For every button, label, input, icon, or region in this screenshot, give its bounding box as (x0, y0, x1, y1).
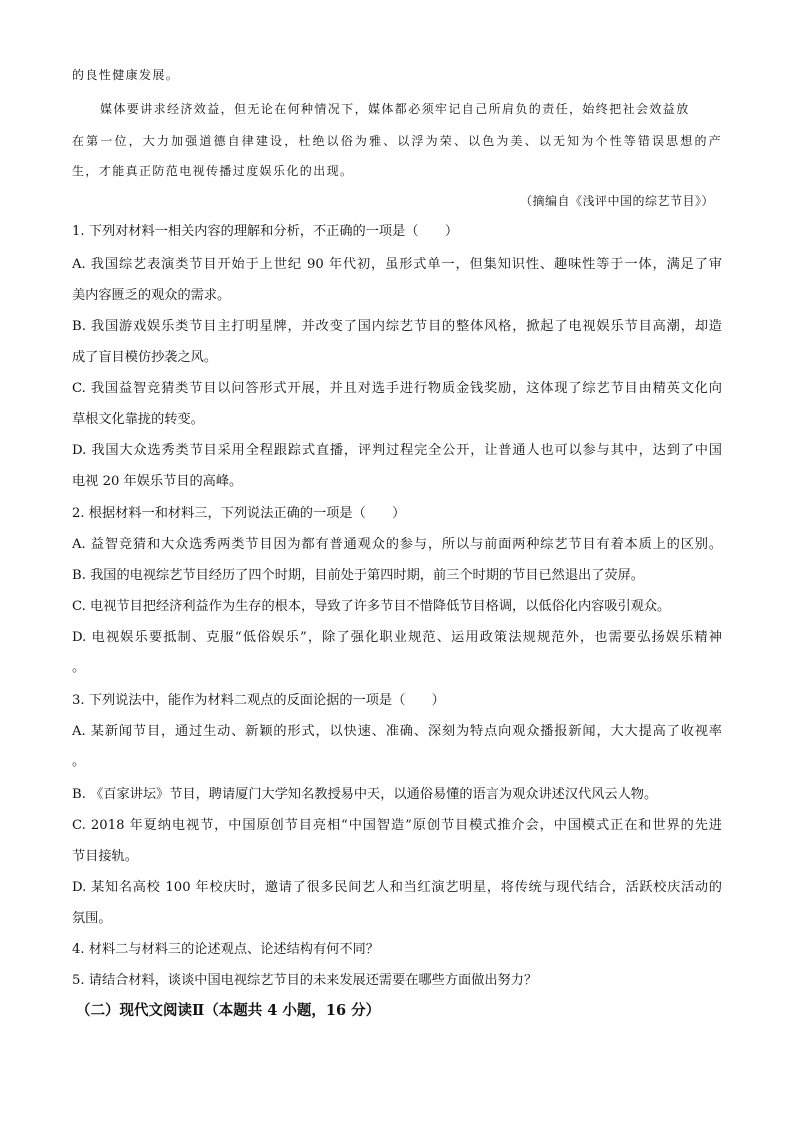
q3-option-c-line-1: C. 2018 年夏纳电视节，中国原创节目亮相“中国智造”原创节目模式推介会，中国模式正在和世界的先进 (72, 818, 722, 833)
q2-option-c: C. 电视节目把经济利益作为生存的根本，导致了许多节目不惜降低节目格调，以低俗化内容吸引观众。 (72, 599, 671, 614)
q3-option-a-line-2: 。 (72, 754, 86, 769)
q1-option-b-line-1: B. 我国游戏娱乐类节目主打明星牌，并改变了国内综艺节目的整体风格，掀起了电视娱乐节目高潮，却造 (72, 319, 722, 334)
material-text-line: 的良性健康发展。 (72, 68, 180, 82)
material-paragraph-line-1: 媒体要讲求经济效益，但无论在何种情况下，媒体都必须牢记自己所肩负的责任，始终把社会效益放 (100, 102, 690, 116)
q1-option-a-line-2: 美内容匮乏的观众的需求。 (72, 288, 231, 303)
question-3-stem: 3. 下列说法中，能作为材料二观点的反面论据的一项是（ ） (72, 693, 445, 708)
q1-option-b-line-2: 成了盲目模仿抄袭之风。 (72, 350, 218, 365)
q1-option-c-line-1: C. 我国益智竞猜类节目以问答形式开展，并且对选手进行物质金钱奖励，这体现了综艺节目由精英文化向 (72, 381, 722, 396)
question-4-stem: 4. 材料二与材料三的论述观点、论述结构有何不同？ (72, 942, 379, 957)
q1-option-a-line-1: A. 我国综艺表演类节目开始于上世纪 90 年代初，虽形式单一，但集知识性、趣味性等于一体，满足了审 (72, 257, 722, 272)
q1-option-c-line-2: 草根文化靠拢的转变。 (72, 412, 204, 427)
q1-option-d-line-1: D. 我国大众选秀类节目采用全程跟踪式直播，评判过程完全公开，让普通人也可以参与其中，达到了中国 (72, 443, 722, 458)
q3-option-c-line-2: 节目接轨。 (72, 849, 138, 864)
question-2-stem: 2. 根据材料一和材料三，下列说法正确的一项是（ ） (72, 506, 406, 521)
section-heading: （二）现代文阅读Ⅱ（本题共 4 小题，16 分） (76, 1002, 381, 1019)
q1-option-d-line-2: 电视 20 年娱乐节目的高峰。 (72, 474, 243, 489)
q2-option-b: B. 我国的电视综艺节目经历了四个时期，目前处于第四时期，前三个时期的节目已然退出了荧屏。 (72, 568, 644, 583)
q2-option-a: A. 益智竞猜和大众选秀两类节目因为都有普通观众的参与，所以与前面两种综艺节目有着本质上的区别。 (72, 537, 722, 552)
material-paragraph-line-2: 在第一位，大力加强道德自律建设，杜绝以俗为雅、以浮为荣、以色为美、以无知为个性等错误思想的产 (72, 134, 722, 148)
q3-option-d-line-2: 氛围。 (72, 911, 112, 926)
q3-option-d-line-1: D. 某知名高校 100 年校庆时，邀请了很多民间艺人和当红演艺明星，将传统与现代结合，活跃校庆活动的 (72, 880, 722, 895)
question-5-stem: 5. 请结合材料，谈谈中国电视综艺节目的未来发展还需要在哪些方面做出努力？ (72, 973, 538, 988)
q2-option-d-line-1: D. 电视娱乐要抵制、克服“低俗娱乐”，除了强化职业规范、运用政策法规规范外，也需要弘扬娱乐精神 (72, 630, 722, 645)
q3-option-b: B. 《百家讲坛》节目，聘请厦门大学知名教授易中天，以通俗易懂的语言为观众讲述汉代风云人物。 (72, 787, 658, 802)
source-citation: （摘编自《浅评中国的综艺节目》） (519, 194, 714, 208)
q3-option-a-line-1: A. 某新闻节目，通过生动、新颖的形式，以快速、准确、深刻为特点向观众播报新闻，大大提高了收视率 (72, 724, 722, 739)
material-paragraph-line-3: 生，才能真正防范电视传播过度娱乐化的出现。 (72, 164, 354, 178)
question-1-stem: 1. 下列对材料一相关内容的理解和分析，不正确的一项是（ ） (72, 224, 459, 239)
q2-option-d-line-2: 。 (72, 660, 86, 675)
